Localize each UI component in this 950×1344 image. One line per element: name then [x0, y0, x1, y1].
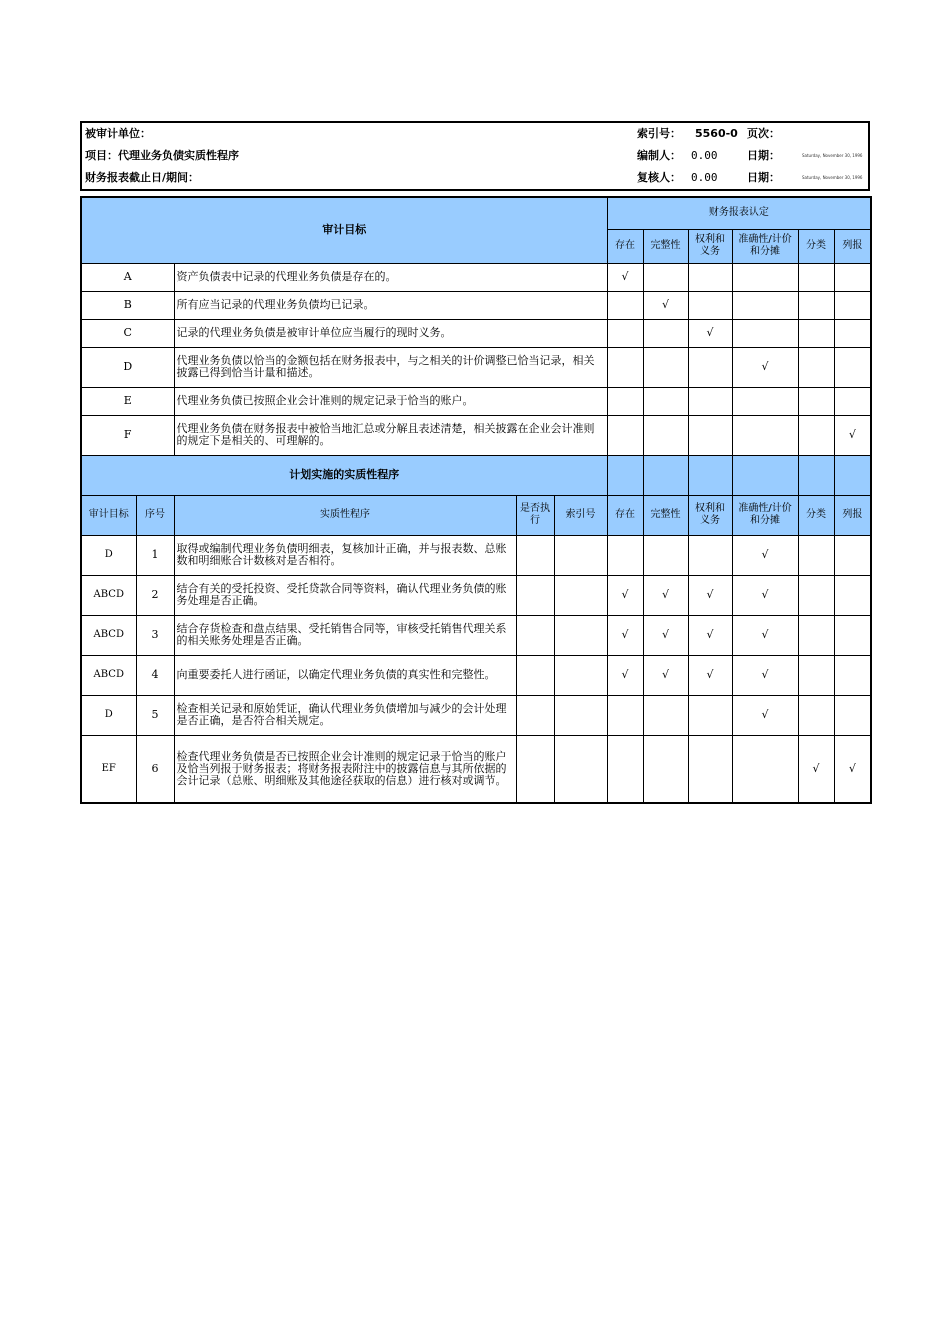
assertion-check: √	[732, 655, 798, 695]
project-label: 项目：代理业务负债实质性程序	[85, 149, 239, 162]
assertion-check	[798, 695, 834, 735]
index-label: 索引号：	[637, 127, 681, 140]
preparer-label: 编制人：	[637, 149, 681, 162]
assertion-check: √	[688, 575, 732, 615]
procedure-row	[81, 735, 871, 803]
objective-text: 代理业务负债已按照企业会计准则的规定记录于恰当的账户。	[174, 387, 607, 415]
assertion-check	[607, 695, 643, 735]
assertion-header: 存在	[607, 229, 643, 263]
assertion-check	[607, 735, 643, 803]
objective-code: C	[81, 319, 174, 347]
date-value-2: Saturday, November 30, 1996	[802, 175, 863, 180]
procedure-seq: 5	[136, 695, 174, 735]
assertion-check	[688, 291, 732, 319]
objective-code: A	[81, 263, 174, 291]
assertion-check	[798, 535, 834, 575]
index-cell[interactable]	[554, 735, 607, 803]
assertion-check: √	[732, 615, 798, 655]
objective-code: E	[81, 387, 174, 415]
assertion-group-title: 财务报表认定	[607, 197, 871, 229]
assertion-check	[798, 291, 834, 319]
assertion-header: 完整性	[643, 495, 688, 535]
assertion-check: √	[688, 319, 732, 347]
period-label: 财务报表截止日/期间：	[85, 171, 200, 184]
assertion-check: √	[732, 695, 798, 735]
assertion-check: √	[688, 615, 732, 655]
executed-cell[interactable]	[516, 535, 554, 575]
assertion-check: √	[643, 291, 688, 319]
assertion-check	[834, 615, 871, 655]
assertion-header: 准确性/计价和分摊	[732, 229, 798, 263]
assertion-header: 完整性	[643, 229, 688, 263]
procedure-seq: 3	[136, 615, 174, 655]
assertion-check	[798, 387, 834, 415]
assertion-check: √	[834, 415, 871, 455]
assertion-header: 列报	[834, 229, 871, 263]
objective-code: F	[81, 415, 174, 455]
assertion-header: 权利和义务	[688, 229, 732, 263]
index-cell[interactable]	[554, 655, 607, 695]
assertion-check: √	[607, 575, 643, 615]
procedure-row	[81, 535, 871, 575]
assertion-check: √	[643, 575, 688, 615]
assertion-check	[834, 695, 871, 735]
assertion-check	[688, 387, 732, 415]
assertion-check	[607, 535, 643, 575]
assertion-check	[607, 387, 643, 415]
assertion-check	[834, 263, 871, 291]
procedure-seq: 4	[136, 655, 174, 695]
assertion-check	[834, 387, 871, 415]
assertion-check: √	[643, 655, 688, 695]
assertion-check	[688, 535, 732, 575]
assertion-check	[834, 291, 871, 319]
procedure-text: 结合存货检查和盘点结果、受托销售合同等，审核受托销售代理关系的相关账务处理是否正确。	[174, 615, 516, 655]
assertion-check	[643, 695, 688, 735]
assertion-check	[643, 347, 688, 387]
index-value: 5560-0	[695, 127, 738, 140]
procedure-text: 检查相关记录和原始凭证，确认代理业务负债增加与减少的会计处理是否正确，是否符合相关规定。	[174, 695, 516, 735]
assertion-check	[834, 575, 871, 615]
assertion-check: √	[607, 655, 643, 695]
procedure-objective: ABCD	[81, 615, 136, 655]
executed-cell[interactable]	[516, 575, 554, 615]
objectives-title: 审计目标	[81, 197, 607, 263]
objective-text: 代理业务负债在财务报表中被恰当地汇总或分解且表述清楚，相关披露在企业会计准则的规定下是相关的、可理解的。	[174, 415, 607, 455]
assertion-header: 权利和义务	[688, 495, 732, 535]
assertion-check: √	[607, 263, 643, 291]
procedure-table	[80, 196, 872, 804]
assertion-check	[643, 735, 688, 803]
assertion-check	[798, 615, 834, 655]
assertion-header: 分类	[798, 229, 834, 263]
assertion-check	[607, 347, 643, 387]
executed-cell[interactable]	[516, 615, 554, 655]
assertion-check	[688, 695, 732, 735]
procedure-row	[81, 695, 871, 735]
procedure-text: 向重要委托人进行函证，以确定代理业务负债的真实性和完整性。	[174, 655, 516, 695]
procedure-objective: ABCD	[81, 655, 136, 695]
audited-unit-label: 被审计单位：	[85, 127, 151, 140]
page-label: 页次：	[747, 127, 780, 140]
date-label-1: 日期：	[747, 149, 780, 162]
assertion-check	[834, 319, 871, 347]
col-procedure: 实质性程序	[174, 495, 516, 535]
objective-row	[81, 347, 871, 387]
procedure-row	[81, 575, 871, 615]
assertion-check: √	[732, 347, 798, 387]
assertion-check: √	[732, 575, 798, 615]
procedure-seq: 6	[136, 735, 174, 803]
date-label-2: 日期：	[747, 171, 780, 184]
preparer-value: 0.00	[691, 149, 718, 162]
objective-row	[81, 291, 871, 319]
assertion-check: √	[732, 535, 798, 575]
header-block	[80, 121, 870, 191]
procedure-seq: 1	[136, 535, 174, 575]
procedure-row	[81, 615, 871, 655]
assertion-check	[607, 415, 643, 455]
assertion-check	[798, 415, 834, 455]
procedure-objective: EF	[81, 735, 136, 803]
executed-cell[interactable]	[516, 695, 554, 735]
procedures-title: 计划实施的实质性程序	[81, 455, 607, 495]
assertion-check: √	[688, 655, 732, 695]
objective-row	[81, 319, 871, 347]
assertion-check	[643, 319, 688, 347]
procedure-objective: D	[81, 695, 136, 735]
executed-cell[interactable]	[516, 655, 554, 695]
objective-row	[81, 415, 871, 455]
assertion-check	[688, 735, 732, 803]
reviewer-value: 0.00	[691, 171, 718, 184]
index-cell[interactable]	[554, 535, 607, 575]
assertion-check	[732, 263, 798, 291]
assertion-check	[798, 347, 834, 387]
procedure-header-row	[81, 495, 871, 535]
procedure-objective: ABCD	[81, 575, 136, 615]
assertion-check	[798, 263, 834, 291]
assertion-check	[834, 655, 871, 695]
objective-text: 所有应当记录的代理业务负债均已记录。	[174, 291, 607, 319]
index-cell[interactable]	[554, 695, 607, 735]
assertion-check	[688, 263, 732, 291]
assertion-check	[732, 387, 798, 415]
assertion-check: √	[607, 615, 643, 655]
assertion-check: √	[798, 735, 834, 803]
objective-code: B	[81, 291, 174, 319]
assertion-check	[732, 415, 798, 455]
assertion-check	[643, 415, 688, 455]
assertion-check	[607, 291, 643, 319]
procedure-seq: 2	[136, 575, 174, 615]
assertion-check	[643, 535, 688, 575]
objective-row	[81, 387, 871, 415]
procedures-body	[81, 535, 871, 803]
objective-text: 资产负债表中记录的代理业务负债是存在的。	[174, 263, 607, 291]
assertion-check	[798, 575, 834, 615]
objective-text: 记录的代理业务负债是被审计单位应当履行的现时义务。	[174, 319, 607, 347]
assertion-check	[643, 387, 688, 415]
assertion-check	[798, 655, 834, 695]
assertion-check	[643, 263, 688, 291]
assertion-check	[798, 319, 834, 347]
assertion-check	[607, 319, 643, 347]
procedure-text: 取得或编制代理业务负债明细表，复核加计正确，并与报表数、总账数和明细账合计数核对是否相符。	[174, 535, 516, 575]
col-objective: 审计目标	[81, 495, 136, 535]
objective-text: 代理业务负债以恰当的金额包括在财务报表中，与之相关的计价调整已恰当记录，相关披露已得到恰当计量和描述。	[174, 347, 607, 387]
index-cell[interactable]	[554, 615, 607, 655]
procedure-text: 检查代理业务负债是否已按照企业会计准则的规定记录于恰当的账户及恰当列报于财务报表；将财务报表附注中的披露信息与其所依据的会计记录（总账、明细账及其他途径获取的信息）进行核对或调节。	[174, 735, 516, 803]
col-seq: 序号	[136, 495, 174, 535]
executed-cell[interactable]	[516, 735, 554, 803]
col-index: 索引号	[554, 495, 607, 535]
procedure-row	[81, 655, 871, 695]
assertion-check	[688, 415, 732, 455]
assertion-check	[732, 735, 798, 803]
col-executed: 是否执行	[516, 495, 554, 535]
assertion-check: √	[834, 735, 871, 803]
reviewer-label: 复核人：	[637, 171, 681, 184]
assertion-check	[834, 535, 871, 575]
objectives-body	[81, 263, 871, 455]
assertion-check	[688, 347, 732, 387]
assertion-header: 存在	[607, 495, 643, 535]
assertion-header: 分类	[798, 495, 834, 535]
assertion-header: 列报	[834, 495, 871, 535]
procedure-objective: D	[81, 535, 136, 575]
assertion-check	[732, 291, 798, 319]
assertion-header: 准确性/计价和分摊	[732, 495, 798, 535]
objective-code: D	[81, 347, 174, 387]
procedure-text: 结合有关的受托投资、受托贷款合同等资料，确认代理业务负债的账务处理是否正确。	[174, 575, 516, 615]
objective-row	[81, 263, 871, 291]
date-value-1: Saturday, November 30, 1996	[802, 153, 863, 158]
assertion-check	[834, 347, 871, 387]
assertion-check	[732, 319, 798, 347]
assertion-check: √	[643, 615, 688, 655]
index-cell[interactable]	[554, 575, 607, 615]
workpaper-sheet	[80, 121, 870, 787]
